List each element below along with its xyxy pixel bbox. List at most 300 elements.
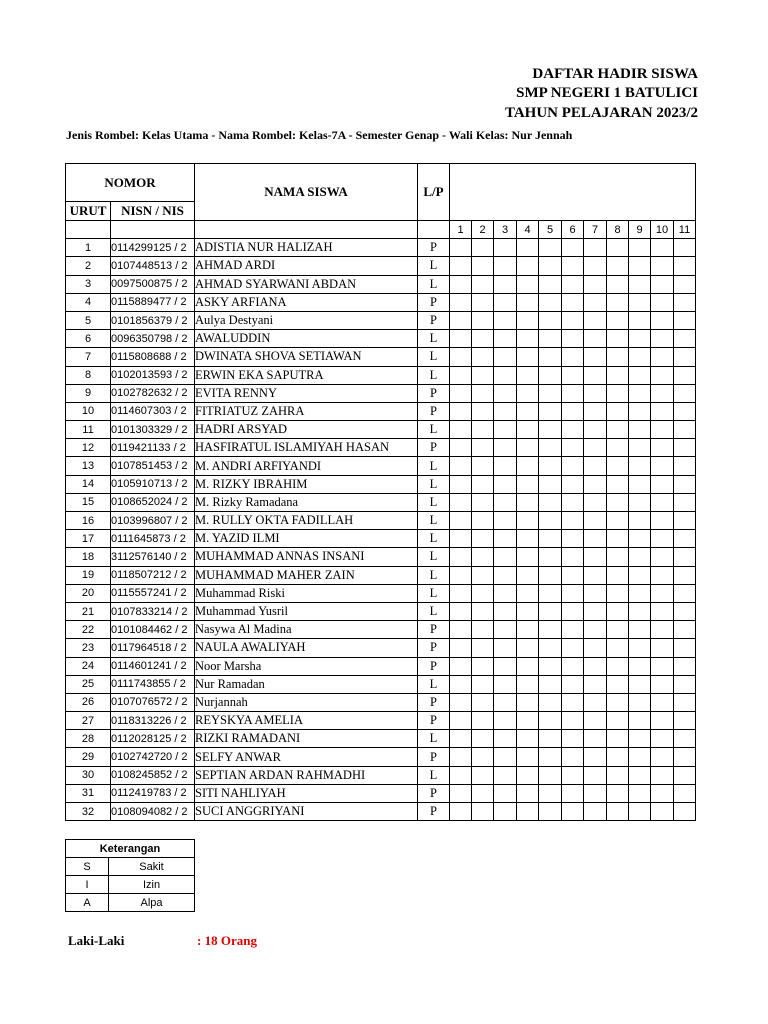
attendance-cell[interactable]: [517, 512, 539, 530]
attendance-cell[interactable]: [472, 348, 494, 366]
attendance-cell[interactable]: [584, 366, 607, 384]
attendance-cell[interactable]: [517, 311, 539, 329]
attendance-cell[interactable]: [674, 766, 696, 784]
attendance-cell[interactable]: [607, 348, 629, 366]
attendance-cell[interactable]: [517, 293, 539, 311]
attendance-cell[interactable]: [651, 512, 674, 530]
attendance-cell[interactable]: [472, 639, 494, 657]
attendance-cell[interactable]: [562, 512, 584, 530]
attendance-cell[interactable]: [651, 421, 674, 439]
attendance-cell[interactable]: [517, 584, 539, 602]
attendance-cell[interactable]: [562, 275, 584, 293]
attendance-cell[interactable]: [674, 657, 696, 675]
attendance-cell[interactable]: [450, 602, 472, 620]
attendance-cell[interactable]: [450, 657, 472, 675]
attendance-cell[interactable]: [607, 748, 629, 766]
attendance-cell[interactable]: [584, 730, 607, 748]
attendance-cell[interactable]: [674, 730, 696, 748]
attendance-cell[interactable]: [472, 602, 494, 620]
attendance-cell[interactable]: [607, 239, 629, 257]
attendance-cell[interactable]: [472, 748, 494, 766]
attendance-cell[interactable]: [472, 475, 494, 493]
attendance-cell[interactable]: [472, 457, 494, 475]
attendance-cell[interactable]: [584, 784, 607, 802]
attendance-cell[interactable]: [562, 803, 584, 821]
attendance-cell[interactable]: [494, 621, 517, 639]
attendance-cell[interactable]: [651, 639, 674, 657]
attendance-cell[interactable]: [539, 784, 562, 802]
attendance-cell[interactable]: [539, 475, 562, 493]
attendance-cell[interactable]: [629, 712, 651, 730]
attendance-cell[interactable]: [450, 239, 472, 257]
attendance-cell[interactable]: [607, 730, 629, 748]
attendance-cell[interactable]: [494, 530, 517, 548]
attendance-cell[interactable]: [539, 639, 562, 657]
attendance-cell[interactable]: [651, 693, 674, 711]
attendance-cell[interactable]: [651, 366, 674, 384]
attendance-cell[interactable]: [651, 748, 674, 766]
attendance-cell[interactable]: [539, 803, 562, 821]
attendance-cell[interactable]: [539, 512, 562, 530]
attendance-cell[interactable]: [674, 512, 696, 530]
attendance-cell[interactable]: [651, 766, 674, 784]
attendance-cell[interactable]: [562, 657, 584, 675]
attendance-cell[interactable]: [517, 239, 539, 257]
attendance-cell[interactable]: [494, 311, 517, 329]
attendance-cell[interactable]: [562, 748, 584, 766]
attendance-cell[interactable]: [607, 548, 629, 566]
attendance-cell[interactable]: [607, 530, 629, 548]
attendance-cell[interactable]: [517, 621, 539, 639]
attendance-cell[interactable]: [607, 639, 629, 657]
attendance-cell[interactable]: [494, 693, 517, 711]
attendance-cell[interactable]: [607, 439, 629, 457]
attendance-cell[interactable]: [450, 439, 472, 457]
attendance-cell[interactable]: [517, 748, 539, 766]
attendance-cell[interactable]: [607, 493, 629, 511]
attendance-cell[interactable]: [450, 311, 472, 329]
attendance-cell[interactable]: [494, 566, 517, 584]
attendance-cell[interactable]: [472, 730, 494, 748]
attendance-cell[interactable]: [651, 475, 674, 493]
attendance-cell[interactable]: [562, 639, 584, 657]
attendance-cell[interactable]: [674, 348, 696, 366]
attendance-cell[interactable]: [562, 693, 584, 711]
attendance-cell[interactable]: [562, 239, 584, 257]
attendance-cell[interactable]: [539, 766, 562, 784]
attendance-cell[interactable]: [450, 366, 472, 384]
attendance-cell[interactable]: [494, 366, 517, 384]
attendance-cell[interactable]: [450, 730, 472, 748]
attendance-cell[interactable]: [629, 384, 651, 402]
attendance-cell[interactable]: [607, 657, 629, 675]
attendance-cell[interactable]: [472, 311, 494, 329]
attendance-cell[interactable]: [539, 712, 562, 730]
attendance-cell[interactable]: [584, 766, 607, 784]
attendance-cell[interactable]: [674, 803, 696, 821]
attendance-cell[interactable]: [584, 602, 607, 620]
attendance-cell[interactable]: [562, 584, 584, 602]
attendance-cell[interactable]: [584, 621, 607, 639]
attendance-cell[interactable]: [494, 348, 517, 366]
attendance-cell[interactable]: [539, 457, 562, 475]
attendance-cell[interactable]: [494, 384, 517, 402]
attendance-cell[interactable]: [562, 548, 584, 566]
attendance-cell[interactable]: [450, 457, 472, 475]
attendance-cell[interactable]: [539, 439, 562, 457]
attendance-cell[interactable]: [517, 421, 539, 439]
attendance-cell[interactable]: [651, 566, 674, 584]
attendance-cell[interactable]: [494, 766, 517, 784]
attendance-cell[interactable]: [472, 384, 494, 402]
attendance-cell[interactable]: [562, 730, 584, 748]
attendance-cell[interactable]: [539, 239, 562, 257]
attendance-cell[interactable]: [494, 748, 517, 766]
attendance-cell[interactable]: [494, 639, 517, 657]
attendance-cell[interactable]: [584, 402, 607, 420]
attendance-cell[interactable]: [607, 366, 629, 384]
attendance-cell[interactable]: [584, 512, 607, 530]
attendance-cell[interactable]: [674, 457, 696, 475]
attendance-cell[interactable]: [629, 584, 651, 602]
attendance-cell[interactable]: [494, 712, 517, 730]
attendance-cell[interactable]: [629, 693, 651, 711]
attendance-cell[interactable]: [674, 639, 696, 657]
attendance-cell[interactable]: [494, 475, 517, 493]
attendance-cell[interactable]: [517, 402, 539, 420]
attendance-cell[interactable]: [517, 657, 539, 675]
attendance-cell[interactable]: [494, 493, 517, 511]
attendance-cell[interactable]: [584, 275, 607, 293]
attendance-cell[interactable]: [450, 384, 472, 402]
attendance-cell[interactable]: [584, 439, 607, 457]
attendance-cell[interactable]: [651, 675, 674, 693]
attendance-cell[interactable]: [674, 275, 696, 293]
attendance-cell[interactable]: [607, 293, 629, 311]
attendance-cell[interactable]: [517, 330, 539, 348]
attendance-cell[interactable]: [607, 402, 629, 420]
attendance-cell[interactable]: [651, 657, 674, 675]
attendance-cell[interactable]: [629, 566, 651, 584]
attendance-cell[interactable]: [517, 493, 539, 511]
attendance-cell[interactable]: [651, 784, 674, 802]
attendance-cell[interactable]: [562, 475, 584, 493]
attendance-cell[interactable]: [674, 384, 696, 402]
attendance-cell[interactable]: [494, 439, 517, 457]
attendance-cell[interactable]: [539, 530, 562, 548]
attendance-cell[interactable]: [450, 693, 472, 711]
attendance-cell[interactable]: [629, 621, 651, 639]
attendance-cell[interactable]: [674, 675, 696, 693]
attendance-cell[interactable]: [539, 330, 562, 348]
attendance-cell[interactable]: [607, 693, 629, 711]
attendance-cell[interactable]: [450, 257, 472, 275]
attendance-cell[interactable]: [562, 421, 584, 439]
attendance-cell[interactable]: [450, 784, 472, 802]
attendance-cell[interactable]: [562, 311, 584, 329]
attendance-cell[interactable]: [629, 457, 651, 475]
attendance-cell[interactable]: [674, 330, 696, 348]
attendance-cell[interactable]: [651, 348, 674, 366]
attendance-cell[interactable]: [629, 475, 651, 493]
attendance-cell[interactable]: [517, 566, 539, 584]
attendance-cell[interactable]: [472, 584, 494, 602]
attendance-cell[interactable]: [539, 566, 562, 584]
attendance-cell[interactable]: [472, 803, 494, 821]
attendance-cell[interactable]: [494, 548, 517, 566]
attendance-cell[interactable]: [472, 766, 494, 784]
attendance-cell[interactable]: [629, 657, 651, 675]
attendance-cell[interactable]: [472, 439, 494, 457]
attendance-cell[interactable]: [607, 512, 629, 530]
attendance-cell[interactable]: [472, 421, 494, 439]
attendance-cell[interactable]: [539, 548, 562, 566]
attendance-cell[interactable]: [472, 330, 494, 348]
attendance-cell[interactable]: [651, 712, 674, 730]
attendance-cell[interactable]: [562, 675, 584, 693]
attendance-cell[interactable]: [674, 475, 696, 493]
attendance-cell[interactable]: [539, 657, 562, 675]
attendance-cell[interactable]: [562, 784, 584, 802]
attendance-cell[interactable]: [651, 257, 674, 275]
attendance-cell[interactable]: [674, 239, 696, 257]
attendance-cell[interactable]: [562, 457, 584, 475]
attendance-cell[interactable]: [450, 348, 472, 366]
attendance-cell[interactable]: [472, 657, 494, 675]
attendance-cell[interactable]: [517, 457, 539, 475]
attendance-cell[interactable]: [472, 693, 494, 711]
attendance-cell[interactable]: [651, 548, 674, 566]
attendance-cell[interactable]: [494, 784, 517, 802]
attendance-cell[interactable]: [562, 439, 584, 457]
attendance-cell[interactable]: [562, 293, 584, 311]
attendance-cell[interactable]: [629, 548, 651, 566]
attendance-cell[interactable]: [607, 421, 629, 439]
attendance-cell[interactable]: [494, 803, 517, 821]
attendance-cell[interactable]: [562, 530, 584, 548]
attendance-cell[interactable]: [584, 311, 607, 329]
attendance-cell[interactable]: [450, 275, 472, 293]
attendance-cell[interactable]: [584, 566, 607, 584]
attendance-cell[interactable]: [472, 621, 494, 639]
attendance-cell[interactable]: [494, 402, 517, 420]
attendance-cell[interactable]: [494, 730, 517, 748]
attendance-cell[interactable]: [562, 348, 584, 366]
attendance-cell[interactable]: [584, 257, 607, 275]
attendance-cell[interactable]: [494, 602, 517, 620]
attendance-cell[interactable]: [584, 748, 607, 766]
attendance-cell[interactable]: [629, 257, 651, 275]
attendance-cell[interactable]: [562, 402, 584, 420]
attendance-cell[interactable]: [584, 712, 607, 730]
attendance-cell[interactable]: [517, 439, 539, 457]
attendance-cell[interactable]: [629, 730, 651, 748]
attendance-cell[interactable]: [629, 439, 651, 457]
attendance-cell[interactable]: [450, 566, 472, 584]
attendance-cell[interactable]: [629, 275, 651, 293]
attendance-cell[interactable]: [651, 275, 674, 293]
attendance-cell[interactable]: [607, 784, 629, 802]
attendance-cell[interactable]: [539, 693, 562, 711]
attendance-cell[interactable]: [584, 639, 607, 657]
attendance-cell[interactable]: [629, 311, 651, 329]
attendance-cell[interactable]: [607, 330, 629, 348]
attendance-cell[interactable]: [651, 621, 674, 639]
attendance-cell[interactable]: [629, 639, 651, 657]
attendance-cell[interactable]: [629, 293, 651, 311]
attendance-cell[interactable]: [607, 384, 629, 402]
attendance-cell[interactable]: [472, 402, 494, 420]
attendance-cell[interactable]: [472, 512, 494, 530]
attendance-cell[interactable]: [607, 566, 629, 584]
attendance-cell[interactable]: [450, 421, 472, 439]
attendance-cell[interactable]: [472, 530, 494, 548]
attendance-cell[interactable]: [584, 493, 607, 511]
attendance-cell[interactable]: [517, 803, 539, 821]
attendance-cell[interactable]: [472, 712, 494, 730]
attendance-cell[interactable]: [674, 311, 696, 329]
attendance-cell[interactable]: [450, 712, 472, 730]
attendance-cell[interactable]: [539, 293, 562, 311]
attendance-cell[interactable]: [450, 530, 472, 548]
attendance-cell[interactable]: [450, 293, 472, 311]
attendance-cell[interactable]: [562, 330, 584, 348]
attendance-cell[interactable]: [472, 239, 494, 257]
attendance-cell[interactable]: [494, 330, 517, 348]
attendance-cell[interactable]: [651, 530, 674, 548]
attendance-cell[interactable]: [472, 293, 494, 311]
attendance-cell[interactable]: [539, 621, 562, 639]
attendance-cell[interactable]: [584, 693, 607, 711]
attendance-cell[interactable]: [539, 348, 562, 366]
attendance-cell[interactable]: [584, 530, 607, 548]
attendance-cell[interactable]: [517, 548, 539, 566]
attendance-cell[interactable]: [539, 730, 562, 748]
attendance-cell[interactable]: [517, 712, 539, 730]
attendance-cell[interactable]: [674, 693, 696, 711]
attendance-cell[interactable]: [450, 475, 472, 493]
attendance-cell[interactable]: [517, 475, 539, 493]
attendance-cell[interactable]: [450, 766, 472, 784]
attendance-cell[interactable]: [450, 512, 472, 530]
attendance-cell[interactable]: [472, 366, 494, 384]
attendance-cell[interactable]: [494, 584, 517, 602]
attendance-cell[interactable]: [584, 330, 607, 348]
attendance-cell[interactable]: [450, 493, 472, 511]
attendance-cell[interactable]: [539, 675, 562, 693]
attendance-cell[interactable]: [629, 348, 651, 366]
attendance-cell[interactable]: [629, 493, 651, 511]
attendance-cell[interactable]: [629, 748, 651, 766]
attendance-cell[interactable]: [517, 366, 539, 384]
attendance-cell[interactable]: [539, 402, 562, 420]
attendance-cell[interactable]: [517, 602, 539, 620]
attendance-cell[interactable]: [472, 275, 494, 293]
attendance-cell[interactable]: [584, 384, 607, 402]
attendance-cell[interactable]: [607, 584, 629, 602]
attendance-cell[interactable]: [472, 784, 494, 802]
attendance-cell[interactable]: [674, 530, 696, 548]
attendance-cell[interactable]: [651, 457, 674, 475]
attendance-cell[interactable]: [584, 293, 607, 311]
attendance-cell[interactable]: [584, 657, 607, 675]
attendance-cell[interactable]: [450, 803, 472, 821]
attendance-cell[interactable]: [651, 439, 674, 457]
attendance-cell[interactable]: [651, 584, 674, 602]
attendance-cell[interactable]: [629, 803, 651, 821]
attendance-cell[interactable]: [651, 402, 674, 420]
attendance-cell[interactable]: [539, 311, 562, 329]
attendance-cell[interactable]: [629, 766, 651, 784]
attendance-cell[interactable]: [539, 748, 562, 766]
attendance-cell[interactable]: [562, 712, 584, 730]
attendance-cell[interactable]: [651, 730, 674, 748]
attendance-cell[interactable]: [674, 784, 696, 802]
attendance-cell[interactable]: [584, 675, 607, 693]
attendance-cell[interactable]: [539, 493, 562, 511]
attendance-cell[interactable]: [607, 257, 629, 275]
attendance-cell[interactable]: [517, 675, 539, 693]
attendance-cell[interactable]: [607, 766, 629, 784]
attendance-cell[interactable]: [674, 584, 696, 602]
attendance-cell[interactable]: [629, 675, 651, 693]
attendance-cell[interactable]: [450, 584, 472, 602]
attendance-cell[interactable]: [562, 602, 584, 620]
attendance-cell[interactable]: [629, 366, 651, 384]
attendance-cell[interactable]: [607, 457, 629, 475]
attendance-cell[interactable]: [472, 548, 494, 566]
attendance-cell[interactable]: [562, 493, 584, 511]
attendance-cell[interactable]: [674, 293, 696, 311]
attendance-cell[interactable]: [494, 239, 517, 257]
attendance-cell[interactable]: [607, 675, 629, 693]
attendance-cell[interactable]: [494, 512, 517, 530]
attendance-cell[interactable]: [584, 457, 607, 475]
attendance-cell[interactable]: [494, 293, 517, 311]
attendance-cell[interactable]: [651, 330, 674, 348]
attendance-cell[interactable]: [494, 457, 517, 475]
attendance-cell[interactable]: [674, 366, 696, 384]
attendance-cell[interactable]: [607, 602, 629, 620]
attendance-cell[interactable]: [494, 421, 517, 439]
attendance-cell[interactable]: [651, 803, 674, 821]
attendance-cell[interactable]: [450, 639, 472, 657]
attendance-cell[interactable]: [607, 275, 629, 293]
attendance-cell[interactable]: [629, 530, 651, 548]
attendance-cell[interactable]: [539, 602, 562, 620]
attendance-cell[interactable]: [629, 602, 651, 620]
attendance-cell[interactable]: [584, 803, 607, 821]
attendance-cell[interactable]: [562, 366, 584, 384]
attendance-cell[interactable]: [472, 257, 494, 275]
attendance-cell[interactable]: [651, 602, 674, 620]
attendance-cell[interactable]: [629, 421, 651, 439]
attendance-cell[interactable]: [539, 366, 562, 384]
attendance-cell[interactable]: [651, 311, 674, 329]
attendance-cell[interactable]: [517, 348, 539, 366]
attendance-cell[interactable]: [450, 748, 472, 766]
attendance-cell[interactable]: [472, 675, 494, 693]
attendance-cell[interactable]: [674, 602, 696, 620]
attendance-cell[interactable]: [494, 257, 517, 275]
attendance-cell[interactable]: [674, 566, 696, 584]
attendance-cell[interactable]: [562, 384, 584, 402]
attendance-cell[interactable]: [562, 766, 584, 784]
attendance-cell[interactable]: [584, 475, 607, 493]
attendance-cell[interactable]: [450, 330, 472, 348]
attendance-cell[interactable]: [472, 493, 494, 511]
attendance-cell[interactable]: [539, 584, 562, 602]
